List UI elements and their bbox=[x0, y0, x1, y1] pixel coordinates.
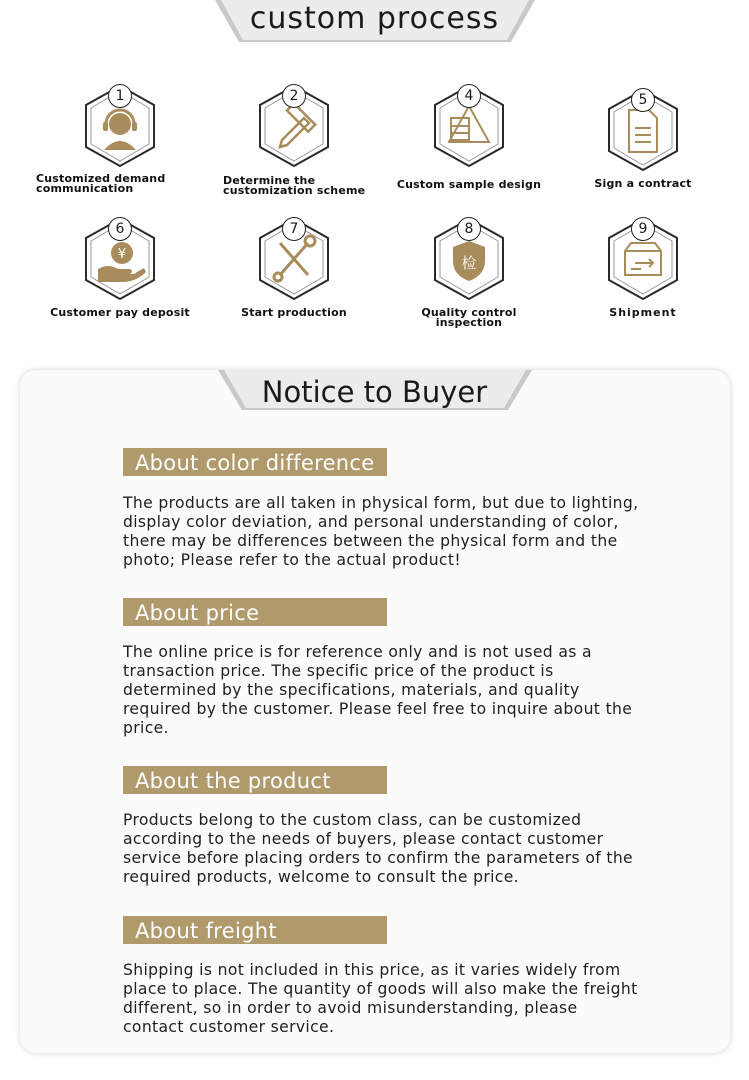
section-heading: About color difference bbox=[123, 448, 387, 476]
section-body: Products belong to the custom class, can be customized according to the needs of buyers, please contact customer service before placing orders to confirm the parameters of the required products, welcome to consult the price. bbox=[123, 811, 633, 886]
step-number: 5 bbox=[631, 88, 655, 112]
step-label: Customized demand communication bbox=[36, 172, 166, 195]
step-label: Custom sample design bbox=[396, 178, 542, 191]
process-step bbox=[45, 217, 195, 337]
svg-text:¥: ¥ bbox=[117, 247, 127, 262]
process-step bbox=[394, 217, 544, 337]
process-step bbox=[219, 217, 369, 337]
step-label: Start production bbox=[241, 306, 347, 319]
process-step bbox=[36, 84, 195, 204]
svg-text:检: 检 bbox=[461, 254, 477, 272]
process-step bbox=[568, 88, 718, 208]
step-label: Determine the customization scheme bbox=[223, 174, 366, 197]
process-banner bbox=[215, 0, 535, 42]
step-label: Sign a contract bbox=[594, 177, 692, 190]
section-body: The online price is for reference only and is not used as a transaction price. The specific price of the product is determined by the specifications, materials, and quality required by the customer. Please feel free to inquire about the price. bbox=[123, 643, 633, 737]
step-number: 4 bbox=[457, 84, 481, 108]
process-step bbox=[219, 84, 369, 204]
section-heading: About the product bbox=[123, 766, 387, 794]
notice-banner bbox=[218, 370, 532, 410]
step-label: Shipment bbox=[609, 306, 677, 319]
process-step bbox=[568, 217, 718, 337]
section-body: The products are all taken in physical form, but due to lighting, display color deviation, and personal understanding of color, there may be differences between the physical form and the photo; Please refer to the actual product! bbox=[123, 494, 639, 569]
step-number: 6 bbox=[108, 217, 132, 241]
process-step bbox=[394, 84, 544, 204]
step-number: 7 bbox=[282, 217, 306, 241]
process-title: custom process bbox=[249, 1, 500, 36]
step-number: 9 bbox=[631, 217, 655, 241]
step-label: Quality control inspection bbox=[421, 306, 517, 329]
step-number: 8 bbox=[457, 217, 481, 241]
section-body: Shipping is not included in this price, as it varies widely from place to place. The quantity of goods will also make the freight different, so in order to avoid misunderstanding, please contact customer service. bbox=[123, 961, 638, 1036]
step-number: 2 bbox=[282, 84, 306, 108]
section-heading: About price bbox=[123, 598, 387, 626]
section-heading: About freight bbox=[123, 916, 387, 944]
step-label: Customer pay deposit bbox=[50, 306, 190, 319]
notice-title: Notice to Buyer bbox=[261, 375, 488, 409]
step-number: 1 bbox=[108, 84, 132, 108]
